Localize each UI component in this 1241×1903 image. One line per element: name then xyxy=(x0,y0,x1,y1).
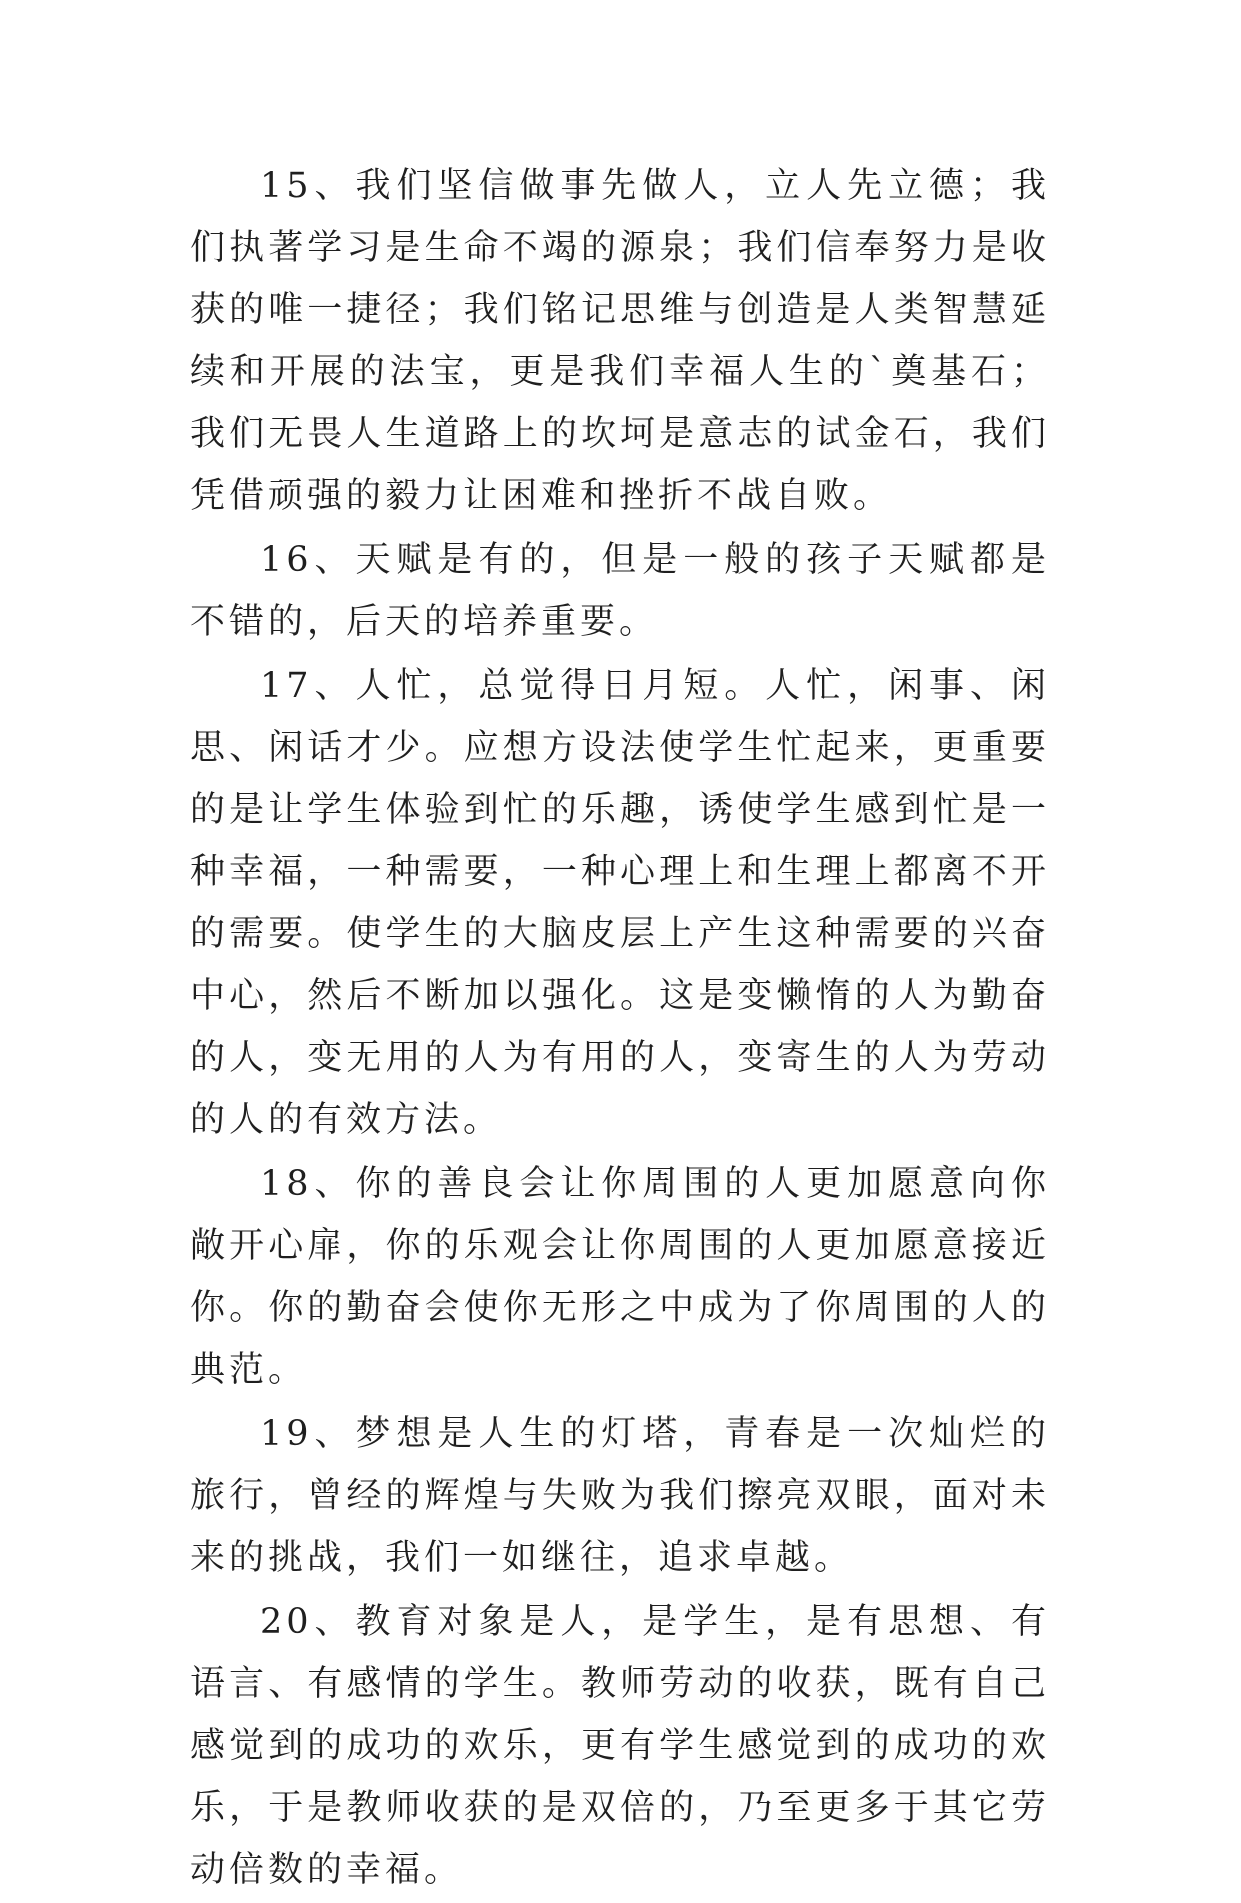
paragraph-16: 16、天赋是有的，但是一般的孩子天赋都是不错的，后天的培养重要。 xyxy=(190,540,1050,642)
paragraph-17: 17、人忙，总觉得日月短。人忙，闲事、闲思、闲话才少。应想方设法使学生忙起来，更重要的是让学生体验到忙的乐趣，诱使学生感到忙是一种幸福，一种需要，一种心理上和生理上都离不开的需要。使学生的大脑皮层上产生这种需要的兴奋中心，然后不断加以强化。这是变懒惰的人为勤奋的人，变无用的人为有用的人，变寄生的人为劳动的人的有效方法。 xyxy=(190,666,1050,1140)
document-body xyxy=(190,155,1050,1903)
paragraph-15: 15、我们坚信做事先做人，立人先立德；我们执著学习是生命不竭的源泉；我们信奉努力是收获的唯一捷径；我们铭记思维与创造是人类智慧延续和开展的法宝，更是我们幸福人生的`奠基石；我们无畏人生道路上的坎坷是意志的试金石，我们凭借顽强的毅力让困难和挫折不战自败。 xyxy=(190,166,1050,516)
paragraph-18: 18、你的善良会让你周围的人更加愿意向你敞开心扉，你的乐观会让你周围的人更加愿意接近你。你的勤奋会使你无形之中成为了你周围的人的典范。 xyxy=(190,1164,1050,1390)
paragraph-20: 20、教育对象是人，是学生，是有思想、有语言、有感情的学生。教师劳动的收获，既有自己感觉到的成功的欢乐，更有学生感觉到的成功的欢乐，于是教师收获的是双倍的，乃至更多于其它劳动倍数的幸福。 xyxy=(190,1602,1050,1890)
paragraph-19: 19、梦想是人生的灯塔，青春是一次灿烂的旅行，曾经的辉煌与失败为我们擦亮双眼，面对未来的挑战，我们一如继往，追求卓越。 xyxy=(190,1414,1050,1578)
